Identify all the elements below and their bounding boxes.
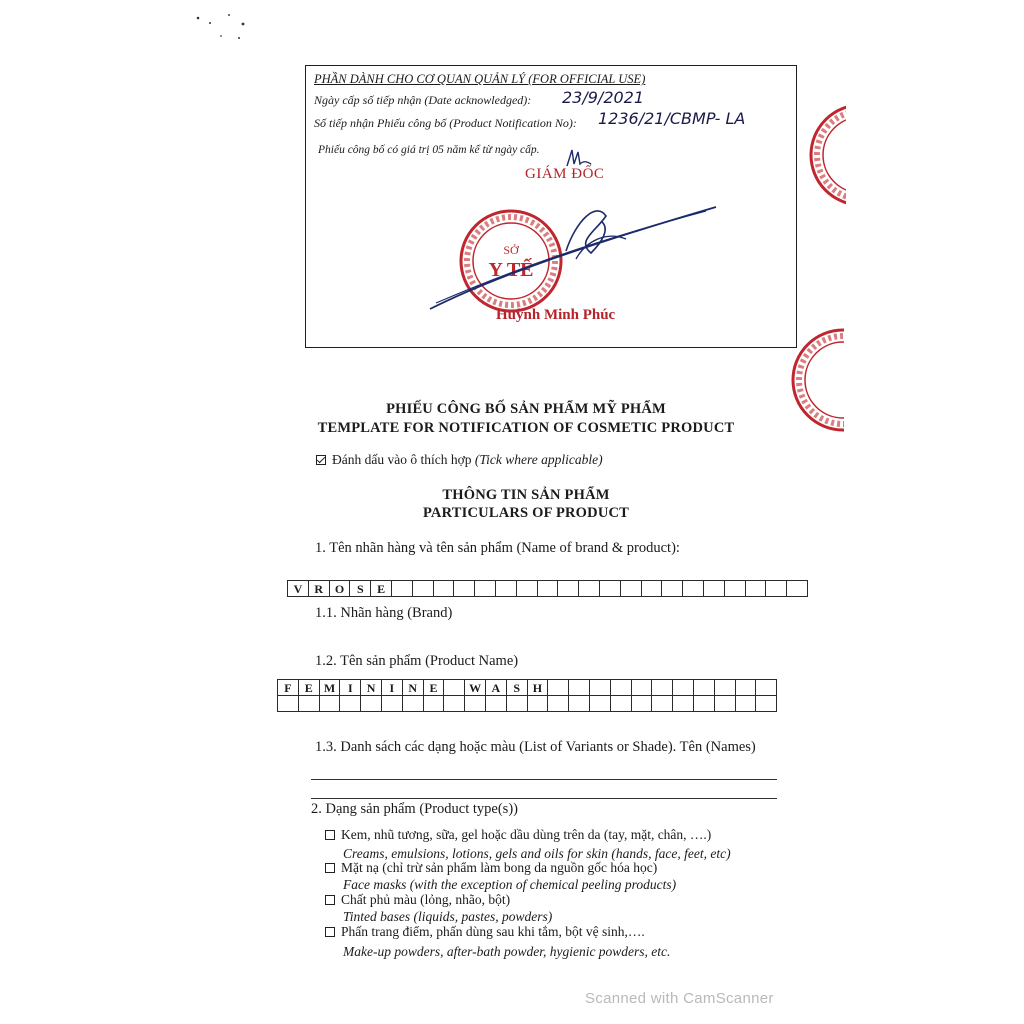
official-use-title: PHẦN DÀNH CHO CƠ QUAN QUẢN LÝ (FOR OFFICIAL USE) xyxy=(314,72,646,86)
product-letter-cell[interactable] xyxy=(735,695,757,712)
variants-line-1 xyxy=(311,779,777,780)
product-letter-cell[interactable] xyxy=(651,695,673,712)
brand-letter-cell[interactable]: S xyxy=(349,580,371,597)
brand-letter-cell[interactable] xyxy=(391,580,413,597)
brand-letter-cell[interactable] xyxy=(745,580,767,597)
product-letter-cell[interactable] xyxy=(547,695,569,712)
checkbox-icon[interactable] xyxy=(325,927,335,937)
camscanner-watermark: Scanned with CamScanner xyxy=(585,990,774,1007)
brand-letter-cell[interactable]: V xyxy=(287,580,309,597)
svg-text:SỞ: SỞ xyxy=(503,243,519,257)
product-letter-cell[interactable] xyxy=(506,695,528,712)
brand-letter-cell[interactable] xyxy=(765,580,787,597)
type-option-3 xyxy=(325,892,510,908)
product-grid-row-2 xyxy=(277,695,777,712)
product-letter-cell[interactable] xyxy=(527,695,549,712)
tick-note-en: (Tick where applicable) xyxy=(474,452,603,467)
notification-number-label: Số tiếp nhận Phiếu công bố (Product Notification No): xyxy=(314,116,577,130)
product-letter-cell[interactable] xyxy=(610,679,632,696)
type-option-4-vi: Phấn trang điểm, phấn dùng sau khi tắm, bột vệ sinh,…. xyxy=(341,924,645,939)
product-letter-cell[interactable]: E xyxy=(423,679,445,696)
tick-note-vi: Đánh dấu vào ô thích hợp xyxy=(332,452,472,467)
product-letter-cell[interactable]: H xyxy=(527,679,549,696)
product-letter-cell[interactable] xyxy=(693,679,715,696)
product-letter-cell[interactable] xyxy=(464,695,486,712)
validity-note: Phiếu công bố có giá trị 05 năm kể từ ngày cấp. xyxy=(318,144,540,156)
product-letter-cell[interactable] xyxy=(443,695,465,712)
product-letter-cell[interactable] xyxy=(423,695,445,712)
question-1: 1. Tên nhãn hàng và tên sản phẩm (Name of brand & product): xyxy=(315,540,680,556)
section-title-en: PARTICULARS OF PRODUCT xyxy=(422,505,630,521)
product-letter-cell[interactable] xyxy=(360,695,382,712)
type-option-2-en: Face masks (with the exception of chemical peeling products) xyxy=(343,877,677,892)
question-1-1: 1.1. Nhãn hàng (Brand) xyxy=(315,605,453,621)
product-grid-row-1 xyxy=(277,679,777,696)
brand-letter-cell[interactable]: E xyxy=(370,580,392,597)
product-letter-cell[interactable] xyxy=(485,695,507,712)
brand-letter-cell[interactable] xyxy=(516,580,538,597)
brand-grid xyxy=(287,580,808,597)
product-letter-cell[interactable] xyxy=(443,679,465,696)
checkbox-icon[interactable] xyxy=(325,830,335,840)
brand-letter-cell[interactable] xyxy=(599,580,621,597)
brand-letter-cell[interactable] xyxy=(620,580,642,597)
product-letter-cell[interactable] xyxy=(714,695,736,712)
brand-letter-cell[interactable] xyxy=(495,580,517,597)
product-letter-cell[interactable]: N xyxy=(360,679,382,696)
product-letter-cell[interactable]: F xyxy=(277,679,299,696)
tick-note xyxy=(316,452,603,468)
date-acknowledged-label: Ngày cấp số tiếp nhận (Date acknowledged): xyxy=(314,93,532,107)
product-letter-cell[interactable] xyxy=(589,695,611,712)
product-letter-cell[interactable] xyxy=(339,695,361,712)
product-letter-cell[interactable]: E xyxy=(298,679,320,696)
form-title-en: TEMPLATE FOR NOTIFICATION OF COSMETIC PRODUCT xyxy=(317,420,735,436)
product-letter-cell[interactable] xyxy=(402,695,424,712)
product-letter-cell[interactable] xyxy=(277,695,299,712)
product-letter-cell[interactable] xyxy=(651,679,673,696)
director-name: Huỳnh Minh Phúc xyxy=(496,307,616,323)
partial-seal-right-top xyxy=(806,100,846,210)
product-letter-cell[interactable] xyxy=(547,679,569,696)
product-letter-cell[interactable] xyxy=(755,695,777,712)
variants-line-2 xyxy=(311,798,777,799)
svg-text:Y TẾ: Y TẾ xyxy=(488,259,534,281)
brand-letter-cell[interactable]: R xyxy=(308,580,330,597)
date-acknowledged-value: 23/9/2021 xyxy=(562,88,645,107)
product-letter-cell[interactable]: I xyxy=(381,679,403,696)
product-letter-cell[interactable] xyxy=(714,679,736,696)
brand-letter-cell[interactable] xyxy=(412,580,434,597)
brand-letter-cell[interactable] xyxy=(578,580,600,597)
brand-letter-cell[interactable] xyxy=(724,580,746,597)
brand-letter-cell[interactable] xyxy=(682,580,704,597)
product-letter-cell[interactable] xyxy=(589,679,611,696)
form-title-vi: PHIẾU CÔNG BỐ SẢN PHẨM MỸ PHẨM xyxy=(386,401,666,417)
brand-letter-cell[interactable] xyxy=(453,580,475,597)
initial-mark xyxy=(564,146,594,172)
brand-letter-cell[interactable] xyxy=(537,580,559,597)
type-option-3-en: Tinted bases (liquids, pastes, powders) xyxy=(343,909,553,924)
brand-letter-cell[interactable] xyxy=(557,580,579,597)
type-option-1-en: Creams, emulsions, lotions, gels and oils for skin (hands, face, feet, etc) xyxy=(343,846,731,861)
product-letter-cell[interactable] xyxy=(610,695,632,712)
type-option-2 xyxy=(325,860,657,876)
product-letter-cell[interactable] xyxy=(631,679,653,696)
brand-letter-cell[interactable] xyxy=(433,580,455,597)
scan-specks xyxy=(195,10,255,50)
question-1-2: 1.2. Tên sản phẩm (Product Name) xyxy=(315,653,519,669)
product-letter-cell[interactable] xyxy=(672,695,694,712)
section-title-vi: THÔNG TIN SẢN PHẨM xyxy=(442,487,610,503)
type-option-4-en: Make-up powders, after-bath powder, hygienic powders, etc. xyxy=(343,944,671,959)
official-use-box xyxy=(305,65,797,348)
product-letter-cell[interactable]: I xyxy=(339,679,361,696)
brand-letter-cell[interactable] xyxy=(641,580,663,597)
brand-letter-cell[interactable]: O xyxy=(329,580,351,597)
director-title: GIÁM ĐỐC xyxy=(525,166,605,182)
product-letter-cell[interactable] xyxy=(755,679,777,696)
brand-letter-cell[interactable] xyxy=(703,580,725,597)
product-letter-cell[interactable] xyxy=(672,679,694,696)
product-letter-cell[interactable] xyxy=(568,695,590,712)
product-letter-cell[interactable] xyxy=(319,695,341,712)
product-letter-cell[interactable] xyxy=(298,695,320,712)
checkbox-icon[interactable] xyxy=(325,895,335,905)
product-letter-cell[interactable] xyxy=(381,695,403,712)
product-letter-cell[interactable] xyxy=(735,679,757,696)
notification-number-value: 1236/21/CBMP- LA xyxy=(598,109,746,128)
type-option-3-vi: Chất phủ màu (lỏng, nhão, bột) xyxy=(341,892,511,907)
product-letter-cell[interactable]: N xyxy=(402,679,424,696)
type-option-1-vi: Kem, nhũ tương, sữa, gel hoặc dầu dùng trên da (tay, mặt, chân, ….) xyxy=(341,827,712,842)
checked-box-icon xyxy=(316,455,326,465)
product-letter-cell[interactable] xyxy=(693,695,715,712)
brand-letter-cell[interactable] xyxy=(786,580,808,597)
product-letter-cell[interactable] xyxy=(631,695,653,712)
partial-seal-right-bottom xyxy=(788,325,844,435)
product-letter-cell[interactable]: A xyxy=(485,679,507,696)
question-1-3: 1.3. Danh sách các dạng hoặc màu (List of Variants or Shade). Tên (Names) xyxy=(315,739,756,755)
type-option-2-vi: Mặt nạ (chỉ trừ sản phẩm làm bong da nguồn gốc hóa học) xyxy=(341,860,658,875)
product-letter-cell[interactable]: S xyxy=(506,679,528,696)
brand-letter-cell[interactable] xyxy=(661,580,683,597)
brand-letter-cell[interactable] xyxy=(474,580,496,597)
question-2: 2. Dạng sản phẩm (Product type(s)) xyxy=(311,801,518,817)
product-letter-cell[interactable]: M xyxy=(319,679,341,696)
product-letter-cell[interactable] xyxy=(568,679,590,696)
checkbox-icon[interactable] xyxy=(325,863,335,873)
type-option-4 xyxy=(325,924,645,940)
director-signature xyxy=(426,181,726,321)
product-letter-cell[interactable]: W xyxy=(464,679,486,696)
type-option-1 xyxy=(325,827,711,843)
